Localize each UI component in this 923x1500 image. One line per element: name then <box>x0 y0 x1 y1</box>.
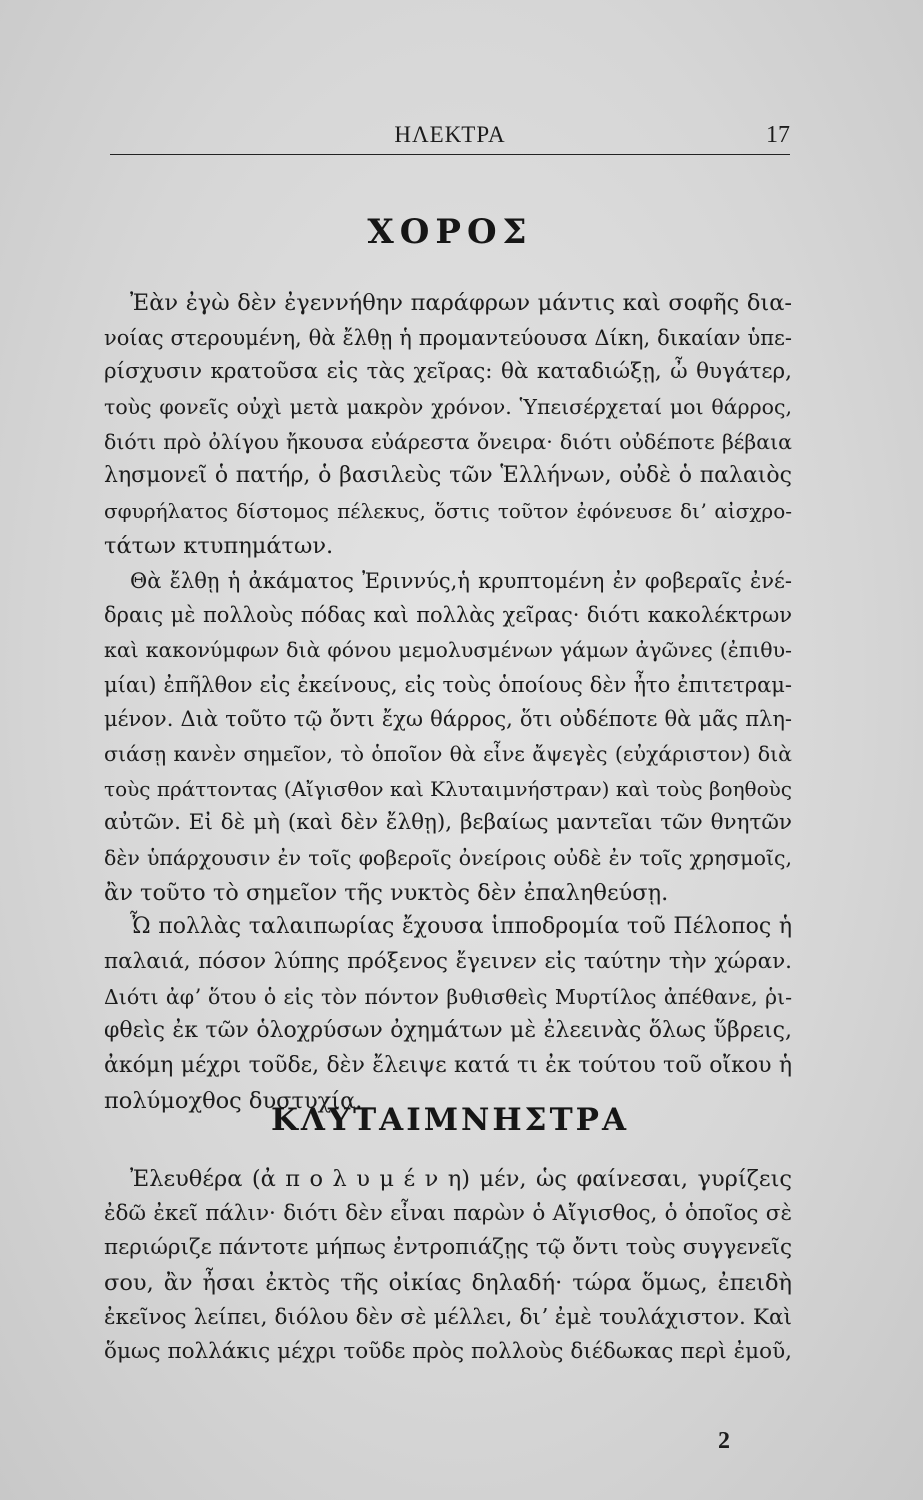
text-line: ἐδῶ ἐκεῖ πάλιν· διότι δὲν εἶναι παρὼν ὁ Αἴγισθος, ὁ ὁποῖος σὲ <box>104 1200 792 1226</box>
text-line: ἂν τοῦτο τὸ σημεῖον τῆς νυκτὸς δὲν ἐπαληθεύσῃ. <box>104 879 669 906</box>
running-title: ΗΛΕΚΤΡΑ <box>394 122 506 147</box>
text-line: Διότι ἀφʼ ὅτου ὁ εἰς τὸν πόντον βυθισθεὶς Μυρτίλος ἀπέθανε, ῥι- <box>104 984 792 1009</box>
text-line: φθεὶς ἐκ τῶν ὁλοχρύσων ὀχημάτων μὲ ἐλεεινὰς ὅλως ὕβρεις, <box>104 1018 792 1044</box>
text-line: τοὺς πράττοντας (Αἴγισθον καὶ Κλυταιμνήστραν) καὶ τοὺς βοηθοὺς <box>104 776 792 801</box>
chorus-text <box>104 286 792 1119</box>
speaker-heading-clytemnestra: ΚΛΥΤΑΙΜΝΗΣΤΡΑ <box>270 1102 630 1138</box>
clytemnestra-text <box>104 1162 792 1370</box>
text-line: μένον. Διὰ τοῦτο τῷ ὄντι ἔχω θάρρος, ὅτι οὐδέποτε θὰ μᾶς πλη- <box>104 707 792 732</box>
text-line: Ὦ πολλὰς ταλαιπωρίας ἔχουσα ἱπποδρομία τοῦ Πέλοπος ἡ <box>130 914 792 940</box>
text-line: δὲν ὑπάρχουσιν ἐν τοῖς φοβεροῖς ὀνείροις οὐδὲ ἐν τοῖς χρησμοῖς, <box>104 846 792 870</box>
text-line: ρίσχυσιν κρατοῦσα εἰς τὰς χεῖρας: θὰ καταδιώξῃ, ὦ θυγάτερ, <box>104 359 792 385</box>
header-rule <box>110 154 790 155</box>
text-line: καὶ κακονύμφων διὰ φόνου μεμολυσμένων γάμων ἀγῶνες (ἐπιθυ- <box>104 637 792 662</box>
text-line: πολύμοχθος δυστυχία. <box>104 1087 363 1114</box>
text-line: νοίας στερουμένη, θὰ ἔλθῃ ἡ προμαντεύουσα Δίκη, δικαίαν ὑπε- <box>104 325 792 350</box>
text-line: ἀκόμη μέχρι τοῦδε, δὲν ἔλειψε κατά τι ἐκ τούτου τοῦ οἴκου ἡ <box>104 1053 792 1079</box>
text-line: ἐκεῖνος λείπει, διόλου δὲν σὲ μέλλει, διʼ ἐμὲ τουλάχιστον. Καὶ <box>104 1304 792 1330</box>
text-line: τάτων κτυπημάτων. <box>104 532 334 559</box>
text-line: σου, ἂν ἦσαι ἐκτὸς τῆς οἰκίας δηλαδή· τώρα ὅμως, ἐπειδὴ <box>104 1270 792 1297</box>
text-line: λησμονεῖ ὁ πατήρ, ὁ βασιλεὺς τῶν Ἑλλήνων, οὐδὲ ὁ παλαιὸς <box>104 463 792 489</box>
text-line: Ἐὰν ἐγὼ δὲν ἐγεννήθην παράφρων μάντις καὶ σοφῆς δια- <box>130 290 792 316</box>
text-line: σφυρήλατος δίστομος πέλεκυς, ὅστις τοῦτον ἐφόνευσε διʼ αἰσχρο- <box>104 499 792 524</box>
text-line: διότι πρὸ ὀλίγου ἤκουσα εὐάρεστα ὄνειρα· διότι οὐδέποτε βέβαια <box>104 429 792 454</box>
text-line: σιάσῃ κανὲν σημεῖον, τὸ ὁποῖον θὰ εἶνε ἄψεγὲς (εὐχάριστον) διὰ <box>104 741 792 766</box>
running-head <box>110 116 790 156</box>
speaker-heading-chorus: ΧΟΡΟΣ <box>367 212 533 252</box>
text-line: Θὰ ἔλθῃ ἡ ἀκάματος Ἐριννύς,ἡ κρυπτομένη ἐν φοβεραῖς ἐνέ- <box>130 568 792 593</box>
text-line: ὅμως πολλάκις μέχρι τοῦδε πρὸς πολλοὺς διέδωκας περὶ ἐμοῦ, <box>104 1339 792 1365</box>
signature-mark: 2 <box>718 1428 730 1454</box>
text-line: Ἐλευθέρα (ἀ π ο λ υ μ έ ν η) μέν, ὡς φαίνεσαι, γυρίζεις <box>130 1166 792 1192</box>
text-line: τοὺς φονεῖς οὐχὶ μετὰ μακρὸν χρόνον. Ὑπεισέρχεταί μοι θάρρος, <box>104 395 792 420</box>
text-line: δραις μὲ πολλοὺς πόδας καὶ πολλὰς χεῖρας· διότι κακολέκτρων <box>104 603 792 628</box>
text-line: μίαι) ἐπῆλθον εἰς ἐκείνους, εἰς τοὺς ὁποίους δὲν ἦτο ἐπιτετραμ- <box>104 672 792 697</box>
page-number: 17 <box>766 122 790 148</box>
text-line: αὐτῶν. Εἰ δὲ μὴ (καὶ δὲν ἔλθῃ), βεβαίως μαντεῖαι τῶν θνητῶν <box>104 810 792 836</box>
text-line: περιώριζε πάντοτε μήπως ἐντροπιάζῃς τῷ ὄντι τοὺς συγγενεῖς <box>104 1235 792 1261</box>
text-line: παλαιά, πόσον λύπης πρόξενος ἔγεινεν εἰς ταύτην τὴν χώραν. <box>104 949 792 975</box>
